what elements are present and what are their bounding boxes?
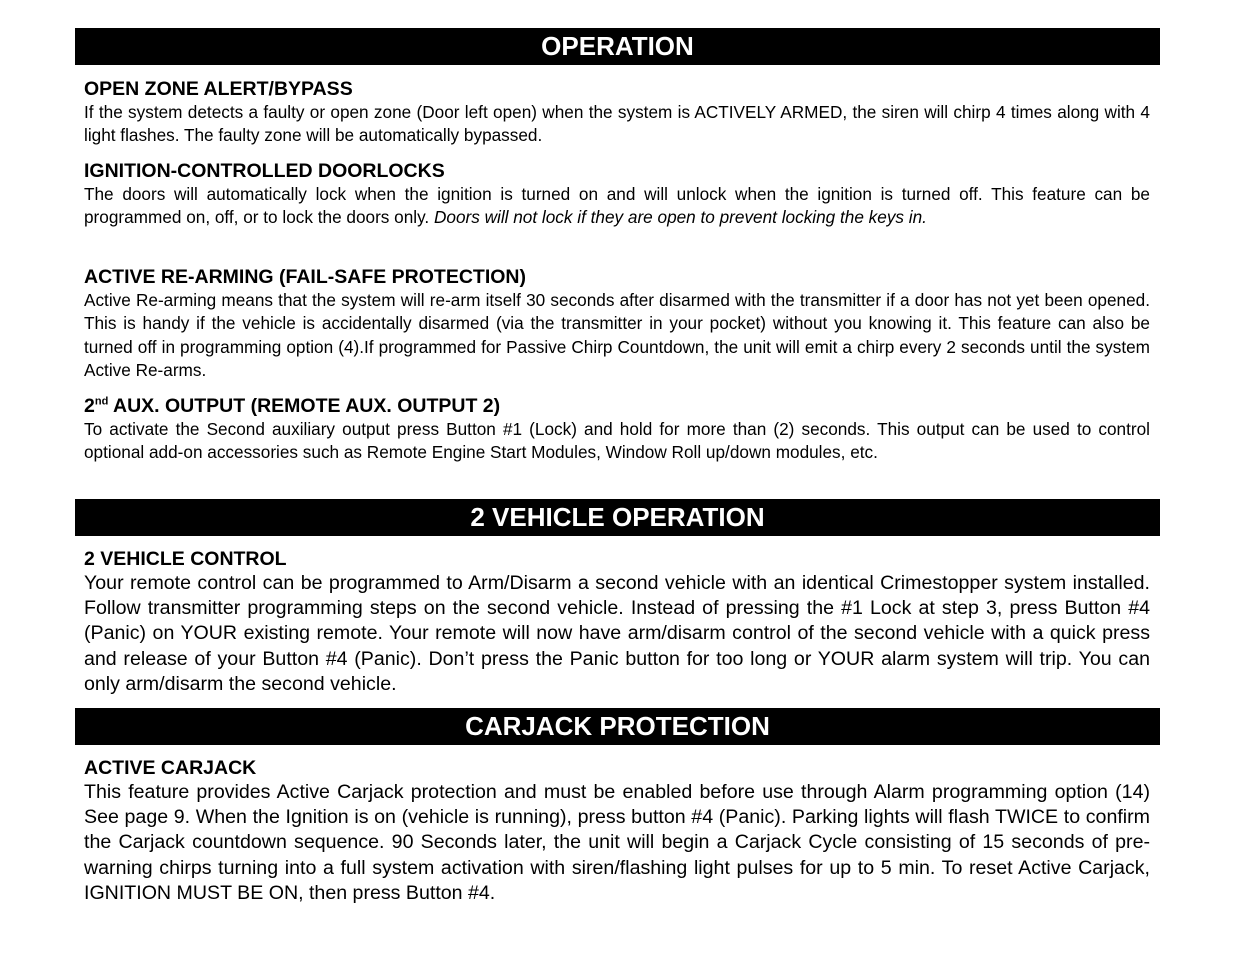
open-zone-alert-heading: OPEN ZONE ALERT/BYPASS: [84, 78, 353, 100]
aux-output-text: To activate the Second auxiliary output press Button #1 (Lock) and hold for more than (2) seconds. This output can be used to control optional add-on accessories such as Remote Engine Start Modules, Window Roll up/down modules, etc.: [84, 419, 1150, 463]
active-carjack-heading: ACTIVE CARJACK: [84, 757, 257, 779]
active-carjack-block: [84, 756, 1150, 906]
open-zone-alert-block: [84, 77, 1150, 148]
section-header-2-vehicle-operation: 2 VEHICLE OPERATION: [75, 499, 1160, 536]
open-zone-alert-text: If the system detects a faulty or open zone (Door left open) when the system is ACTIVELY ARMED, the siren will chirp 4 times along with 4 light flashes. The faulty zone will be automatically bypassed.: [84, 102, 1150, 146]
vehicle-control-text: Your remote control can be programmed to Arm/Disarm a second vehicle with an identical Crimestopper system installed. Follow transmitter programming steps on the second vehicle. Instead of pressing the #1 Lock at step 3, press Button #4 (Panic) on YOUR existing remote. Your remote will now have arm/disarm control of the second vehicle with a quick press and release of your Button #4 (Panic). Don’t press the Panic button for too long or YOUR alarm system will trip. You can only arm/disarm the second vehicle.: [84, 572, 1150, 695]
aux-output-heading-ordinal: nd: [94, 395, 109, 408]
ignition-doorlocks-note: Doors will not lock if they are open to prevent locking the keys in.: [433, 207, 927, 228]
active-rearming-text: Active Re-arming means that the system will re-arm itself 30 seconds after disarmed with the transmitter if a door has not yet been opened. This is handy if the vehicle is accidentally disarmed (via the transmitter in your pocket) without you knowing it. This feature can also be turned off in programming option (4).If programmed for Passive Chirp Countdown, the unit will emit a chirp every 2 seconds until the system Active Re-arms.: [84, 290, 1150, 381]
ignition-doorlocks-block: [84, 159, 1150, 230]
aux-output-heading-text: AUX. OUTPUT (REMOTE AUX. OUTPUT 2): [108, 395, 501, 417]
ignition-doorlocks-body: The doors will automatically lock when the ignition is turned on and will unlock when the ignition is turned off. This feature can be programmed on, off, or to lock the doors only.: [84, 184, 1150, 228]
vehicle-control-block: [84, 547, 1150, 697]
active-rearming-heading: ACTIVE RE-ARMING (FAIL-SAFE PROTECTION): [84, 266, 526, 288]
section-header-operation: OPERATION: [75, 28, 1160, 65]
aux-output-heading: [84, 394, 1150, 418]
section-header-carjack-protection: CARJACK PROTECTION: [75, 708, 1160, 745]
aux-output-block: [84, 394, 1150, 465]
active-carjack-text: This feature provides Active Carjack protection and must be enabled before use through Alarm programming option (14) See page 9. When the Ignition is on (vehicle is running), press button #4 (Panic). Parking lights will flash TWICE to confirm the Carjack countdown sequence. 90 Seconds later, the unit will begin a Carjack Cycle consisting of 15 seconds of pre-warning chirps turning into a full system activation with siren/flashing light pulses for up to 5 min. To reset Active Carjack, IGNITION MUST BE ON, then press Button #4.: [84, 781, 1150, 904]
vehicle-control-heading: 2 VEHICLE CONTROL: [84, 548, 287, 570]
ignition-doorlocks-text: [84, 183, 1150, 230]
ignition-doorlocks-heading: IGNITION-CONTROLLED DOORLOCKS: [84, 160, 445, 182]
aux-output-heading-number: 2: [84, 395, 95, 417]
active-rearming-block: [84, 265, 1150, 383]
